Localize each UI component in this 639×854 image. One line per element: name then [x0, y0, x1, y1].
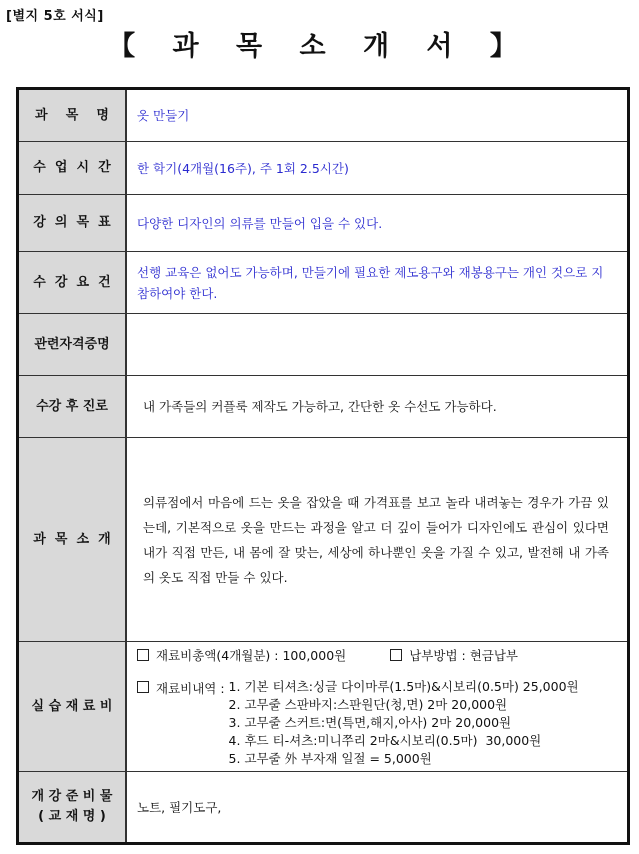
- materials-item: 5. 고무줄 外 부자재 일절 = 5,000원: [228, 751, 432, 766]
- requirements-label: 수 강 요 건: [19, 252, 127, 313]
- row-introduction: [19, 438, 627, 642]
- row-certification: [19, 314, 627, 376]
- introduction-value: 의류점에서 마음에 드는 옷을 잡았을 때 가격표를 보고 놀라 내려놓는 경우가 가끔 있는데, 기본적으로 옷을 만드는 과정을 알고 더 깊이 들어가 디자인에도 관심이 있다면 내가 직접 만든, 내 몸에 잘 맞는, 세상에 하나뿐인 옷을 가질 수 있고, 발전해 내 가족의 옷도 직접 만들 수 있다.: [143, 494, 609, 585]
- career-value: 내 가족들의 커플룩 제작도 가능하고, 간단한 옷 수선도 가능하다.: [143, 399, 497, 414]
- requirements-value: 선행 교육은 없어도 가능하며, 만들기에 필요한 제도용구와 재봉용구는 개인 것으로 지참하여야 한다.: [137, 264, 604, 301]
- row-requirements: [19, 252, 627, 314]
- textbook-label: 개 강 준 비 물 ( 교 재 명 ): [19, 772, 127, 842]
- materials-value: [127, 642, 627, 771]
- class-time-value: 한 학기(4개월(16주), 주 1회 2.5시간): [137, 160, 349, 176]
- row-objective: [19, 195, 627, 252]
- materials-details-label: 재료비내역 :: [156, 681, 229, 696]
- row-subject-name: [19, 90, 627, 142]
- materials-item: 1. 기본 티셔츠:싱글 다이마루(1.5마)&시보리(0.5마) 25,000원: [228, 679, 579, 694]
- career-label: 수강 후 진로: [19, 376, 127, 437]
- row-class-time: [19, 142, 627, 195]
- materials-item: 4. 후드 티-셔츠:미니쭈리 2마&시보리(0.5마) 30,000원: [228, 733, 542, 748]
- certification-label: 관련자격증명: [19, 314, 127, 375]
- form-number-label: [별지 5호 서식]: [6, 9, 104, 24]
- introduction-label: 과 목 소 개: [19, 438, 127, 641]
- class-time-label: 수 업 시 간: [19, 142, 127, 194]
- materials-payment: 납부방법 : 현금납부: [409, 648, 518, 663]
- textbook-value: 노트, 필기도구,: [137, 799, 222, 815]
- materials-item: 2. 고무줄 스판바지:스판원단(청,면) 2마 20,000원: [228, 697, 508, 712]
- row-career: [19, 376, 627, 438]
- total-checkbox[interactable]: [137, 649, 149, 661]
- materials-item-list: [229, 678, 579, 768]
- row-materials: [19, 642, 627, 772]
- subject-name-value: 옷 만들기: [137, 108, 190, 123]
- objective-value: 다양한 디자인의 의류를 만들어 입을 수 있다.: [137, 215, 383, 231]
- document-title: 【 과 목 소 개 서 】: [108, 31, 531, 62]
- materials-label: 실 습 재 료 비: [19, 642, 127, 771]
- details-checkbox[interactable]: [137, 681, 149, 693]
- payment-checkbox[interactable]: [390, 649, 402, 661]
- certification-value: [127, 314, 627, 375]
- objective-label: 강 의 목 표: [19, 195, 127, 251]
- subject-name-label: 과 목 명: [19, 90, 127, 141]
- course-info-table: [16, 87, 630, 845]
- row-textbook: [19, 772, 627, 842]
- materials-total: 재료비총액(4개월분) : 100,000원: [156, 648, 347, 663]
- materials-item: 3. 고무줄 스커트:면(특면,해지,아사) 2마 20,000원: [228, 715, 512, 730]
